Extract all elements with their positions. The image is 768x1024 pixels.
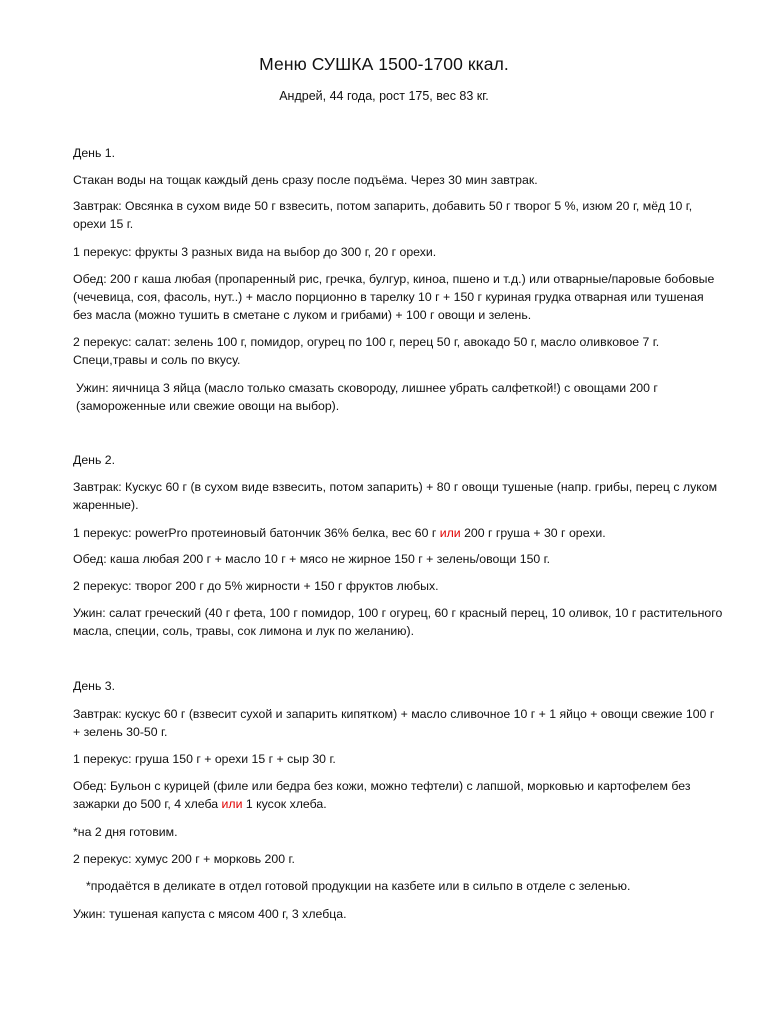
- page-subtitle: Андрей, 44 года, рост 175, вес 83 кг.: [279, 89, 489, 103]
- day1-breakfast: Завтрак: Овсянка в сухом виде 50 г взвесить, потом запарить, добавить 50 г творог 5 %, изюм 20 г, мёд 10 г, орехи 15 г.: [73, 199, 693, 231]
- day3-snack2: 2 перекус: хумус 200 г + морковь 200 г.: [73, 852, 295, 866]
- day1-snack1: 1 перекус: фрукты 3 разных вида на выбор до 300 г, 20 г орехи.: [73, 245, 437, 259]
- day1-snack2: 2 перекус: салат: зелень 100 г, помидор, огурец по 100 г, перец 50 г, авокадо 50 г, масло оливковое 7 г. Специ,травы и соль по вкусу.: [73, 335, 660, 367]
- day2-snack1-text-a: 1 перекус: powerPro протеиновый батончик 36% белка, вес 60 г: [73, 526, 440, 540]
- day3-lunch-or: или: [221, 797, 243, 811]
- day2-snack2: 2 перекус: творог 200 г до 5% жирности + 150 г фруктов любых.: [73, 579, 439, 593]
- day1-water: Стакан воды на тощак каждый день сразу после подъёма. Через 30 мин завтрак.: [73, 173, 538, 187]
- day3-lunch: [73, 777, 723, 813]
- day3-lunch-text-a: Обед: Бульон с курицей (филе или бедра без кожи, можно тефтели) с лапшой, морковью и картофелем без зажарки до 500 г, 4 хлеба: [73, 779, 691, 811]
- day2-snack1-or: или: [439, 526, 461, 540]
- day3-lunch-text-b: 1 кусок хлеба.: [242, 797, 327, 811]
- day3-note2: *продаётся в деликате в отдел готовой продукции на казбете или в сильпо в отделе с зеленью.: [86, 879, 631, 893]
- day3-snack1: 1 перекус: груша 150 г + орехи 15 г + сыр 30 г.: [73, 752, 336, 766]
- day2-heading: День 2.: [73, 453, 116, 467]
- day3-breakfast: Завтрак: кускус 60 г (взвесит сухой и запарить кипятком) + масло сливочное 10 г + 1 яйцо + овощи свежие 100 г + зелень 30-50 г.: [73, 707, 715, 739]
- day1-heading: День 1.: [73, 146, 116, 160]
- page-title: Меню СУШКА 1500-1700 ккал.: [259, 54, 509, 74]
- day2-breakfast: Завтрак: Кускус 60 г (в сухом виде взвесить, потом запарить) + 80 г овощи тушеные (напр. грибы, перец с луком жаренные).: [73, 480, 718, 512]
- day3-dinner: Ужин: тушеная капуста с мясом 400 г, 3 хлебца.: [73, 907, 347, 921]
- day3-note: *на 2 дня готовим.: [73, 825, 178, 839]
- day2-dinner: Ужин: салат греческий (40 г фета, 100 г помидор, 100 г огурец, 60 г красный перец, 10 оливок, 10 г растительного масла, специи, соль, травы, сок лимона и лук по желанию).: [73, 606, 723, 638]
- day1-lunch: Обед: 200 г каша любая (пропаренный рис, гречка, булгур, киноа, пшено и т.д.) или отварные/паровые бобовые (чечевица, соя, фасоль, нут..) + масло порционно в тарелку 10 г + 150 г куриная грудка отварная или тушеная без масла (можно тушить в сметане с луком и грибами) + 100 г овощи и зелень.: [73, 272, 715, 322]
- day1-dinner: Ужин: яичница 3 яйца (масло только смазать сковороду, лишнее убрать салфеткой!) с овощами 200 г (замороженные или свежие овощи на выбор).: [76, 381, 658, 413]
- day2-snack1: [73, 524, 723, 542]
- day3-heading: День 3.: [73, 679, 116, 693]
- day2-snack1-text-b: 200 г груша + 30 г орехи.: [460, 526, 606, 540]
- day2-lunch: Обед: каша любая 200 г + масло 10 г + мясо не жирное 150 г + зелень/овощи 150 г.: [73, 552, 551, 566]
